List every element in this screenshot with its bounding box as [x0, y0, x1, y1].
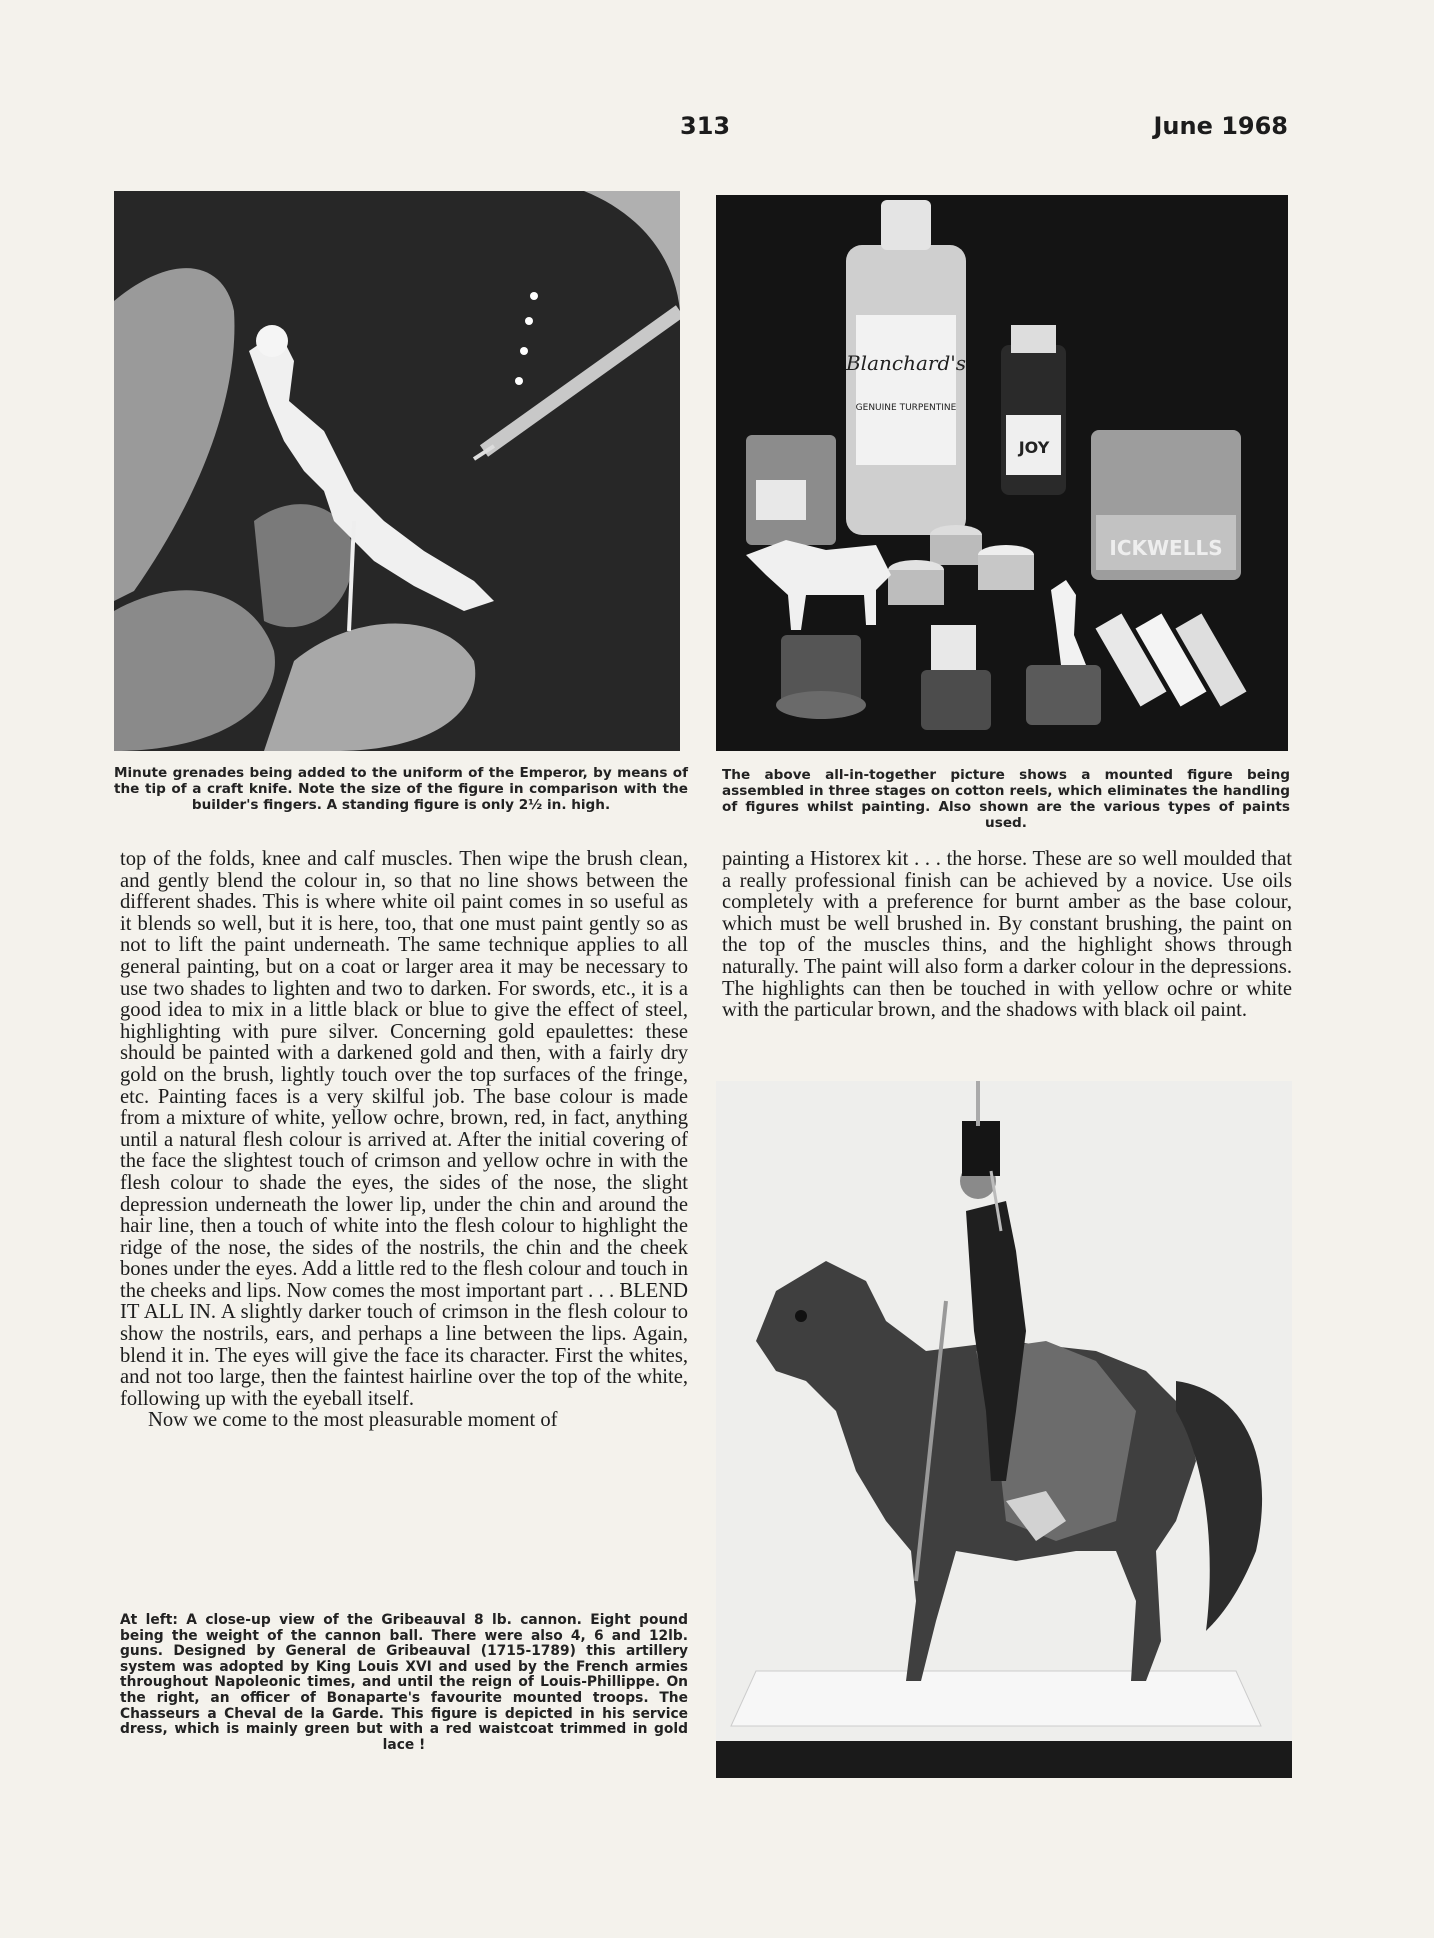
body-column-left	[120, 849, 688, 1432]
page-header	[0, 112, 1434, 152]
caption-top-right: The above all-in-together picture shows a mounted figure being assembled in three stages on cotton reels, which eliminates the handling of figures whilst painting. Also shown are the various types of paints used.	[722, 767, 1290, 831]
caption-bottom-left: At left: A close-up view of the Gribeauval 8 lb. cannon. Eight pound being the weight of the cannon ball. There were also 4, 6 and 12lb. guns. Designed by General de Gribeauval (1715-1789) this artillery system was adopted by King Louis XVI and used by the French armies throughout Napoleonic times, and until the reign of Louis-Phillippe. On the right, an officer of Bonaparte's favourite mounted troops. The Chasseurs a Cheval de la Garde. This figure is depicted in his service dress, which is mainly green but with a red waistcoat trimmed in gold lace !	[120, 1612, 688, 1753]
body-right-paragraph-1: painting a Historex kit . . . the horse. These are so well moulded that a really professional finish can be achieved by a novice. Use oils completely with a preference for burnt amber as the base colour, which must be well brushed in. By constant brushing, the paint on the top of the muscles thins, and the highlight shows through naturally. The paint will also form a darker colour in the depressions. The highlights can then be touched in with yellow ochre or white with the particular brown, and the shadows with black oil paint.	[722, 848, 1292, 1022]
turpentine-brand-label: Blanchard's	[845, 351, 967, 375]
photo-hand-painting-figure	[114, 191, 680, 751]
issue-date: June 1968	[1153, 112, 1288, 140]
body-column-right	[722, 849, 1292, 1022]
joy-label: JOY	[1018, 438, 1050, 457]
body-left-paragraph-1: top of the folds, knee and calf muscles. Then wipe the brush clean, and gently blend the colour in, so that no line shows between the different shades. This is where white oil paint comes in so useful as it blends so well, but it is here, too, that one must paint gently so as not to lift the paint underneath. The same technique applies to all general painting, but on a coat or larger area it may be necessary to use two shades to lighten and two to darken. For swords, etc., it is a good idea to mix in a little black or blue to give the effect of steel, highlighting with pure silver. Concerning gold epaulettes: these should be painted with a darkened gold and then, with a fairly dry gold on the brush, lightly touch over the top surfaces of the fringe, etc. Painting faces is a very skilful job. The base colour is made from a mixture of white, yellow ochre, brown, red, in fact, anything until a natural flesh colour is arrived at. After the initial covering of the face the slightest touch of crimson and yellow ochre in with the flesh colour to shade the eyes, the sides of the nose, the slight depression underneath the lower lip, under the chin and around the hair line, then a touch of white into the flesh colour to highlight the ridge of the nose, the sides of the nostrils, the chin and the cheek bones under the eyes. Add a little red to the flesh colour and touch in the cheeks and lips. Now comes the most important part . . . BLEND IT ALL IN. A slightly darker touch of crimson in the flesh colour to show the nostrils, ears, and perhaps a line between the lips. Again, blend it in. The eyes will give the face its character. First the whites, and not too large, then the faintest hairline over the top of the white, following up with the eyeball itself.	[120, 848, 688, 1410]
photo-mounted-chasseur-figure	[716, 1081, 1292, 1778]
body-left-paragraph-2: Now we come to the most pleasurable moment of	[148, 1409, 558, 1432]
page-number: 313	[680, 112, 731, 140]
caption-top-left: Minute grenades being added to the uniform of the Emperor, by means of the tip of a craft knife. Note the size of the figure in comparison with the builder's fingers. A standing figure is only 2½ in. high.	[114, 765, 688, 813]
turpentine-sub-label: GENUINE TURPENTINE	[855, 403, 957, 413]
photo-paints-and-reels	[716, 195, 1288, 751]
tin-label: ICKWELLS	[1109, 536, 1223, 560]
